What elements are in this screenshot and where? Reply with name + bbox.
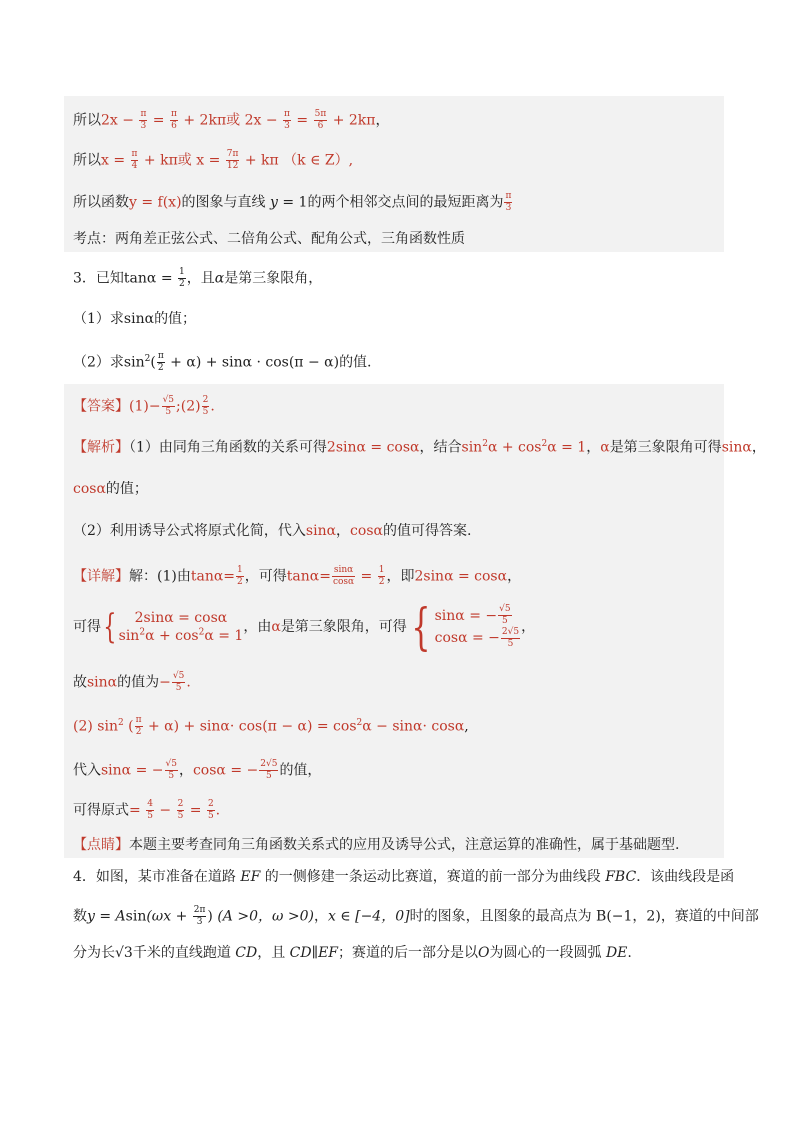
text: （1）由同角三角函数的关系可得	[129, 439, 327, 456]
math: α	[271, 619, 281, 635]
math: tanα =	[123, 270, 177, 287]
analysis-part2	[73, 524, 471, 538]
text: 的两个相邻交点间的最短距离为	[307, 194, 504, 211]
kaodian: 考点：两角差正弦公式、二倍角公式、配角公式，三角函数性质	[73, 231, 465, 247]
num: √5	[162, 395, 175, 405]
math: (1)−	[129, 398, 161, 415]
den: 12	[226, 161, 239, 171]
num: π	[505, 191, 512, 201]
math: =	[148, 112, 169, 129]
math: FBC	[605, 869, 637, 885]
text: 为圆心的一段圆弧	[489, 945, 606, 961]
math: =	[291, 112, 313, 129]
q4-line-2	[73, 906, 759, 927]
text: 的图象与直线	[181, 194, 270, 211]
math: .	[215, 802, 221, 819]
frac	[498, 605, 511, 626]
math: O	[478, 945, 490, 961]
math: + 2kπ	[328, 112, 376, 129]
math: )	[207, 908, 213, 925]
den: 2	[135, 727, 142, 737]
den: 6	[317, 121, 324, 131]
den: 4	[131, 161, 138, 171]
analysis-line-1	[73, 440, 766, 455]
den: 6	[171, 121, 177, 131]
text: 分为长	[73, 945, 115, 961]
math: (	[150, 354, 156, 371]
text: ，	[586, 439, 601, 456]
math: x ∈ [−4，0]	[327, 908, 410, 925]
num: 2π	[193, 905, 206, 915]
text: 时的图象，且图象的最高点为	[409, 908, 592, 925]
frac	[157, 352, 165, 373]
math: (ωx +	[146, 908, 192, 925]
q4-line-3	[73, 946, 632, 960]
num: π	[157, 351, 164, 361]
sup: 2	[356, 717, 363, 728]
math: =	[129, 802, 146, 819]
detail-gu	[73, 672, 191, 693]
num: 7π	[226, 149, 239, 159]
math: sinα = −	[101, 762, 164, 779]
tag: 【答案】	[73, 398, 129, 415]
frac	[146, 800, 154, 821]
frac	[193, 906, 207, 927]
num: 2	[202, 395, 209, 405]
den: 5	[207, 811, 214, 821]
frac	[259, 760, 278, 781]
prev-line-3	[73, 192, 513, 213]
num: 4	[147, 799, 153, 809]
den: 3	[284, 121, 290, 131]
den: 5	[175, 683, 182, 693]
detail-line-1	[73, 566, 521, 587]
math: α	[214, 270, 225, 287]
text: ，且	[257, 945, 290, 961]
math: 2sinα = cosα	[414, 568, 508, 585]
num: π	[171, 109, 177, 119]
comment-line	[73, 838, 679, 852]
math: B(−1，2)	[591, 908, 661, 925]
text: ，赛道的中间部	[660, 908, 759, 925]
math: + α) + sinα· cos(π − α) = cos	[143, 718, 357, 735]
text: 千米的直线跑道	[132, 945, 236, 961]
math: sinα	[123, 311, 155, 327]
t: cosα = −	[434, 630, 500, 646]
text: 的值.	[339, 354, 372, 371]
frac	[165, 760, 178, 781]
text: 本题主要考查同角三角函数关系式的应用及诱导公式，注意运算的准确性，属于基础题型.	[129, 837, 680, 853]
text: 是第三象限角，可得	[280, 619, 407, 635]
math: cosα	[73, 481, 106, 497]
brace-left: {	[411, 598, 431, 656]
den: cosα	[332, 577, 355, 587]
frac	[504, 192, 512, 213]
frac	[131, 150, 139, 171]
tag: 【点睛】	[73, 837, 129, 853]
math: + kπ （k ∈ Z）,	[240, 152, 354, 169]
detail-sub	[73, 760, 321, 781]
frac	[236, 566, 244, 587]
sol2	[435, 627, 521, 649]
t: sinα = −	[434, 607, 498, 624]
den: 2	[157, 363, 164, 373]
den: 5	[165, 407, 172, 417]
math: EF	[240, 869, 261, 885]
math: + kπ或	[139, 152, 197, 169]
math: = 1	[277, 194, 308, 211]
math: 2sinα = cosα	[326, 439, 420, 456]
frac	[283, 110, 291, 131]
detail-result	[73, 800, 220, 821]
math: ,	[464, 718, 469, 735]
math: + 2kπ或	[178, 112, 245, 129]
num: √5	[165, 759, 177, 769]
frac	[378, 566, 386, 587]
num: 1	[179, 267, 185, 277]
math: tanα=	[190, 568, 236, 585]
frac	[226, 150, 240, 171]
text: 可得	[73, 619, 101, 635]
text: 所以	[73, 152, 101, 169]
frac	[172, 672, 185, 693]
text: 所以	[73, 112, 101, 129]
den: 5	[507, 638, 514, 649]
math: tanα=	[286, 568, 331, 585]
sol1	[435, 605, 521, 627]
frac	[162, 396, 175, 417]
frac	[202, 396, 210, 417]
frac	[314, 110, 328, 131]
text: ，且	[186, 270, 215, 287]
frac	[332, 566, 355, 587]
math: −	[159, 674, 171, 691]
text: 是第三象限角，	[224, 270, 323, 287]
text: （1）求	[73, 311, 124, 327]
brace-left: {	[103, 607, 117, 647]
num: √5	[499, 604, 511, 615]
num: sinα	[333, 565, 354, 575]
frac	[170, 110, 178, 131]
den: 5	[501, 616, 508, 627]
math: CD	[235, 945, 258, 961]
math: DE	[605, 945, 628, 961]
frac	[135, 716, 143, 737]
t: sin	[118, 628, 140, 644]
math: (	[123, 718, 134, 735]
num: π	[140, 109, 147, 119]
num: √5	[172, 671, 185, 681]
text: ，	[313, 908, 328, 925]
num: π	[131, 149, 138, 159]
math: ;(2)	[176, 398, 201, 415]
answer-line	[73, 396, 215, 417]
math: sin	[97, 718, 118, 735]
text: ，	[521, 619, 536, 635]
den: 3	[505, 203, 512, 213]
detail-part2	[73, 716, 469, 737]
math: 2x −	[244, 112, 283, 129]
math: sin	[123, 354, 145, 371]
t: α + cos	[145, 628, 199, 644]
equation-system	[119, 609, 244, 645]
text: ，	[336, 523, 351, 539]
text: （2）求	[73, 354, 124, 371]
math: sinα	[87, 674, 118, 691]
math: α	[600, 439, 610, 456]
den: 3	[140, 121, 147, 131]
math: α = 1	[547, 439, 587, 456]
math: y = A	[87, 908, 126, 925]
den: 2	[378, 577, 385, 587]
num: 2	[177, 799, 184, 809]
den: 5	[177, 811, 184, 821]
frac	[207, 800, 215, 821]
frac	[178, 268, 186, 289]
num: 2√5	[260, 759, 278, 769]
text: ，	[507, 568, 522, 585]
eq2	[119, 627, 244, 645]
analysis-line-2	[73, 482, 148, 496]
q3-part1	[73, 312, 196, 326]
math: x =	[101, 152, 130, 169]
math: √3	[115, 945, 133, 961]
math: x =	[196, 152, 225, 169]
sup: 2	[139, 627, 146, 638]
sup: 2	[144, 353, 151, 364]
num: 5π	[314, 109, 327, 119]
text: 所以函数	[73, 194, 129, 211]
den: 2	[179, 279, 185, 289]
sup: 2	[482, 439, 488, 449]
num: 2√5	[501, 626, 520, 637]
math: + α) + sinα · cos(π − α)	[165, 354, 340, 371]
text: 的一侧修建一条运动比赛道，赛道的前一部分为曲线段	[260, 869, 606, 885]
prev-line-1	[73, 110, 390, 131]
math: cosα = −	[192, 762, 259, 779]
math: sinα	[721, 439, 752, 456]
text: ，	[375, 112, 390, 129]
text: .	[627, 945, 632, 961]
text: ，	[751, 439, 766, 456]
math: −	[154, 802, 176, 819]
text: 的值，	[279, 762, 322, 779]
text: 4．如图，某市准备在道路	[73, 869, 241, 885]
text: 的值；	[105, 481, 148, 497]
text: 代入	[73, 762, 101, 779]
text: ．该曲线段是函	[636, 869, 735, 885]
math: α + cos	[487, 439, 542, 456]
text: 可得原式	[73, 802, 129, 819]
num: π	[135, 715, 142, 725]
q3-stem	[73, 268, 322, 289]
math: (A >0，ω >0)	[212, 908, 314, 925]
text: 数	[73, 908, 87, 925]
num: 2	[207, 799, 214, 809]
text: ，	[178, 762, 193, 779]
math: .	[210, 398, 215, 415]
frac	[177, 800, 185, 821]
den: 5	[202, 407, 209, 417]
text: ，即	[386, 568, 415, 585]
math: 2x −	[101, 112, 139, 129]
math: sin	[125, 908, 147, 925]
frac	[139, 110, 147, 131]
text: ；赛道的后一部分是以	[338, 945, 479, 961]
den: 5	[265, 771, 272, 781]
sup: 2	[198, 627, 205, 638]
text: 故	[73, 674, 87, 691]
text: ，可得	[244, 568, 287, 585]
q4-line-1	[73, 870, 734, 884]
detail-system	[73, 598, 536, 656]
den: 5	[147, 811, 153, 821]
text: ，由	[243, 619, 272, 635]
q3-part2	[73, 352, 372, 373]
math: sinα	[305, 523, 337, 539]
text: （2）利用诱导公式将原式化简，代入	[73, 523, 306, 539]
math: .	[186, 674, 191, 691]
num: π	[284, 109, 290, 119]
solution-system	[435, 605, 521, 650]
tag: 【解析】	[73, 439, 129, 456]
math: y = f(x)	[129, 194, 182, 211]
text: 的值可得答案.	[382, 523, 472, 539]
math: (2)	[73, 718, 98, 735]
math: cosα	[350, 523, 383, 539]
den: 2	[237, 577, 243, 587]
sup: 2	[541, 439, 548, 449]
t: α = 1	[204, 628, 244, 644]
den: 3	[196, 917, 203, 927]
math: CD∥EF	[289, 945, 339, 961]
math: =	[356, 568, 377, 585]
den: 5	[168, 771, 175, 781]
text: 的值；	[154, 311, 197, 327]
sup: 2	[117, 717, 124, 728]
math: α − sinα· cosα	[362, 718, 465, 735]
prev-line-2	[73, 150, 353, 171]
tag: 【详解】	[73, 568, 129, 585]
math: y	[270, 194, 278, 211]
frac	[501, 628, 520, 649]
text: 是第三象限角可得	[609, 439, 722, 456]
num: 1	[378, 565, 385, 575]
text: ，结合	[419, 439, 462, 456]
eq1: 2sinα = cosα	[134, 609, 228, 626]
text: 3．已知	[73, 270, 124, 287]
num: 1	[237, 565, 243, 575]
text: 的值为	[117, 674, 160, 691]
text: 解：(1)由	[129, 568, 191, 585]
math: =	[185, 802, 206, 819]
math: sin	[461, 439, 483, 456]
